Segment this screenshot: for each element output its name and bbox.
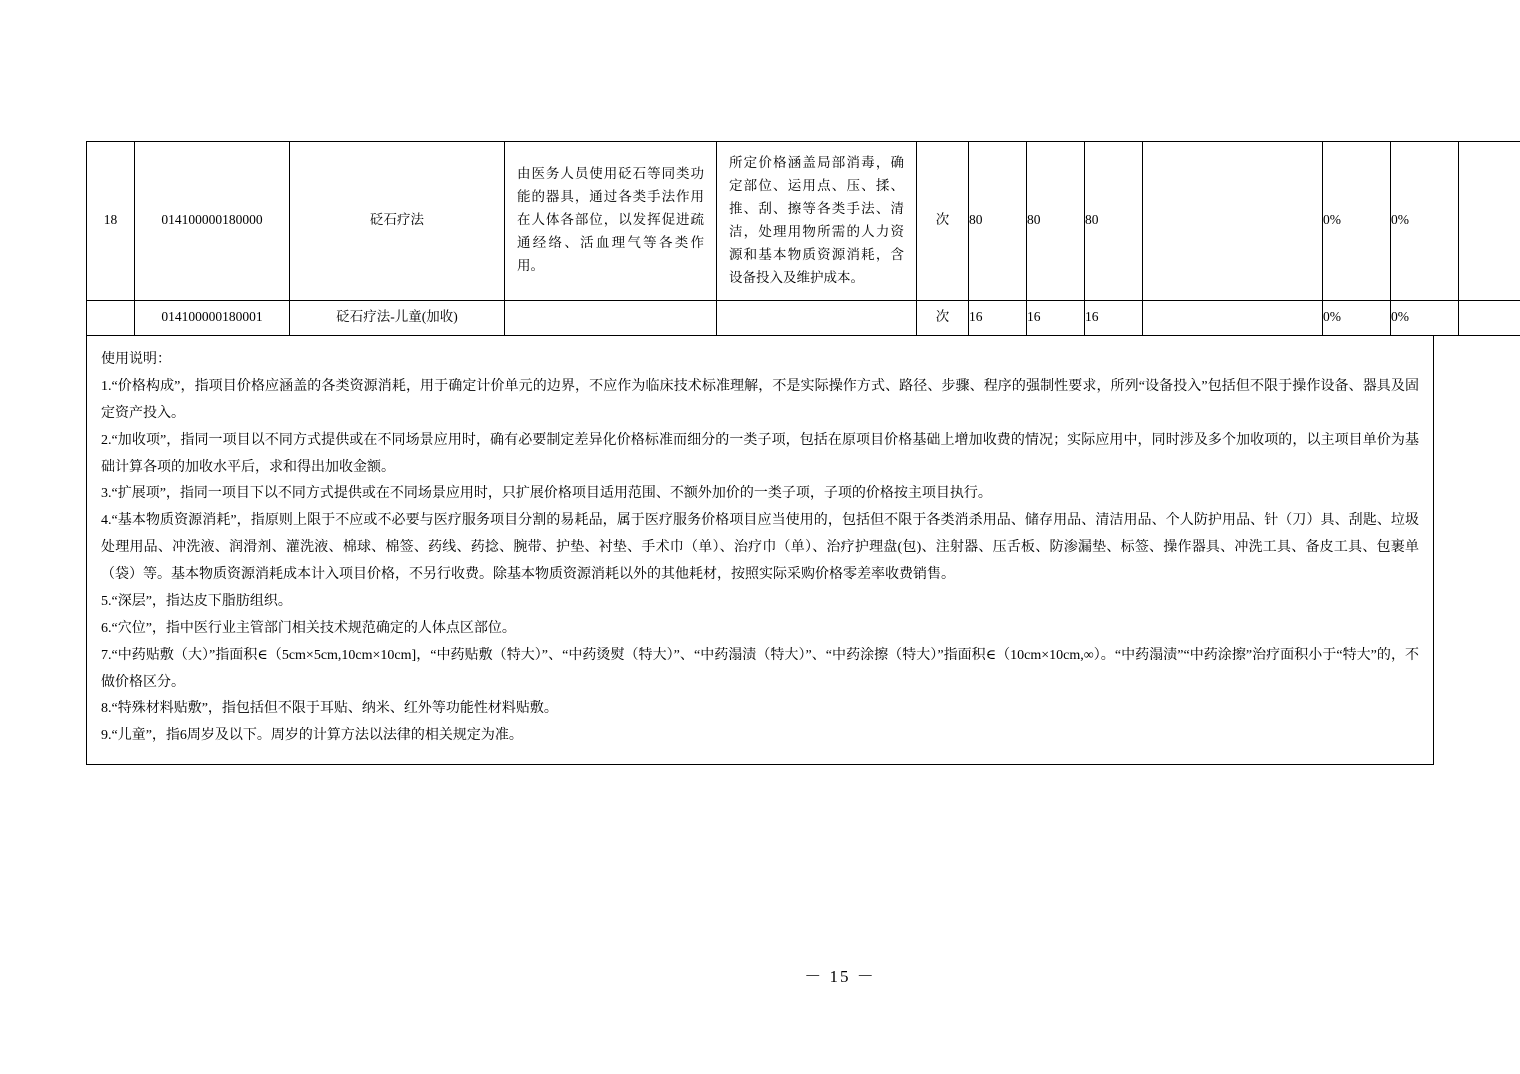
note-item: 7.“中药贴敷（大）”指面积∈（5cm×5cm,10cm×10cm]，“中药贴敷（特大）”、“中药烫熨（特大）”、“中药溻渍（特大）”、“中药涂擦（特大）”指面积∈（10cm×10cm,∞）。“中药溻渍”“中药涂擦”治疗面积小于“特大”的，不做价格区分。 bbox=[101, 647, 1419, 690]
row-price-content: 所定价格涵盖局部消毒，确定部位、运用点、压、揉、推、刮、擦等各类手法、清洁，处理用物所需的人力资源和基本物质资源消耗，含设备投入及维护成本。 bbox=[729, 155, 904, 285]
table-row bbox=[87, 142, 1520, 301]
row-percent-2: 0% bbox=[1391, 142, 1459, 301]
notes-title: 使用说明： bbox=[101, 352, 171, 367]
note-item: 9.“儿童”，指6周岁及以下。周岁的计算方法以法律的相关规定为准。 bbox=[101, 728, 523, 744]
row-name: 砭石疗法 bbox=[290, 142, 505, 301]
row-percent-1: 0% bbox=[1323, 142, 1391, 301]
row-value-3: 80 bbox=[1085, 142, 1143, 301]
row-description bbox=[505, 300, 717, 335]
price-item-table bbox=[86, 141, 1520, 336]
note-item: 6.“穴位”，指中医行业主管部门相关技术规范确定的人体点区部位。 bbox=[101, 620, 516, 636]
row-value-3: 16 bbox=[1085, 300, 1143, 335]
note-item: 5.“深层”，指达皮下脂肪组织。 bbox=[101, 593, 292, 609]
row-price-content bbox=[717, 300, 917, 335]
row-unit: 次 bbox=[917, 300, 969, 335]
row-value-1: 16 bbox=[969, 300, 1027, 335]
row-index bbox=[87, 300, 135, 335]
row-tail bbox=[1459, 300, 1520, 335]
row-index: 18 bbox=[87, 142, 135, 301]
row-value-1: 80 bbox=[969, 142, 1027, 301]
row-blank bbox=[1143, 142, 1323, 301]
row-percent-2: 0% bbox=[1391, 300, 1459, 335]
note-item: 3.“扩展项”，指同一项目下以不同方式提供或在不同场景应用时，只扩展价格项目适用范围、不额外加价的一类子项，子项的价格按主项目执行。 bbox=[101, 486, 992, 502]
note-item: 2.“加收项”，指同一项目以不同方式提供或在不同场景应用时，确有必要制定差异化价格标准而细分的一类子项，包括在原项目价格基础上增加收费的情况；实际应用中，同时涉及多个加收项的，以主项目单价为基础计算各项的加收水平后，求和得出加收金额。 bbox=[101, 432, 1419, 475]
row-code: 014100000180001 bbox=[135, 300, 290, 335]
usage-notes-block bbox=[86, 335, 1434, 765]
row-code: 014100000180000 bbox=[135, 142, 290, 301]
note-item: 8.“特殊材料贴敷”，指包括但不限于耳贴、纳米、红外等功能性材料贴敷。 bbox=[101, 701, 558, 717]
row-unit: 次 bbox=[917, 142, 969, 301]
row-value-2: 16 bbox=[1027, 300, 1085, 335]
row-percent-1: 0% bbox=[1323, 300, 1391, 335]
row-name: 砭石疗法-儿童(加收) bbox=[290, 300, 505, 335]
row-description: 由医务人员使用砭石等同类功能的器具，通过各类手法作用在人体各部位，以发挥促进疏通经络、活血理气等各类作用。 bbox=[517, 166, 704, 274]
page-number: － 15 － bbox=[804, 967, 876, 986]
row-value-2: 80 bbox=[1027, 142, 1085, 301]
row-blank bbox=[1143, 300, 1323, 335]
table-row bbox=[87, 300, 1520, 335]
note-item: 1.“价格构成”，指项目价格应涵盖的各类资源消耗，用于确定计价单元的边界，不应作为临床技术标准理解，不是实际操作方式、路径、步骤、程序的强制性要求，所列“设备投入”包括但不限于操作设备、器具及固定资产投入。 bbox=[101, 378, 1419, 421]
row-tail bbox=[1459, 142, 1520, 301]
note-item: 4.“基本物质资源消耗”，指原则上限于不应或不必要与医疗服务项目分割的易耗品，属于医疗服务价格项目应当使用的，包括但不限于各类消杀用品、储存用品、清洁用品、个人防护用品、针（刀）具、刮匙、垃圾处理用品、冲洗液、润滑剂、灌洗液、棉球、棉签、药线、药捻、腕带、护垫、衬垫、手术巾（单）、治疗巾（单）、治疗护理盘(包)、注射器、压舌板、防渗漏垫、标签、操作器具、冲洗工具、备皮工具、包裹单（袋）等。基本物质资源消耗成本计入项目价格，不另行收费。除基本物质资源消耗以外的其他耗材，按照实际采购价格零差率收费销售。 bbox=[101, 513, 1419, 582]
